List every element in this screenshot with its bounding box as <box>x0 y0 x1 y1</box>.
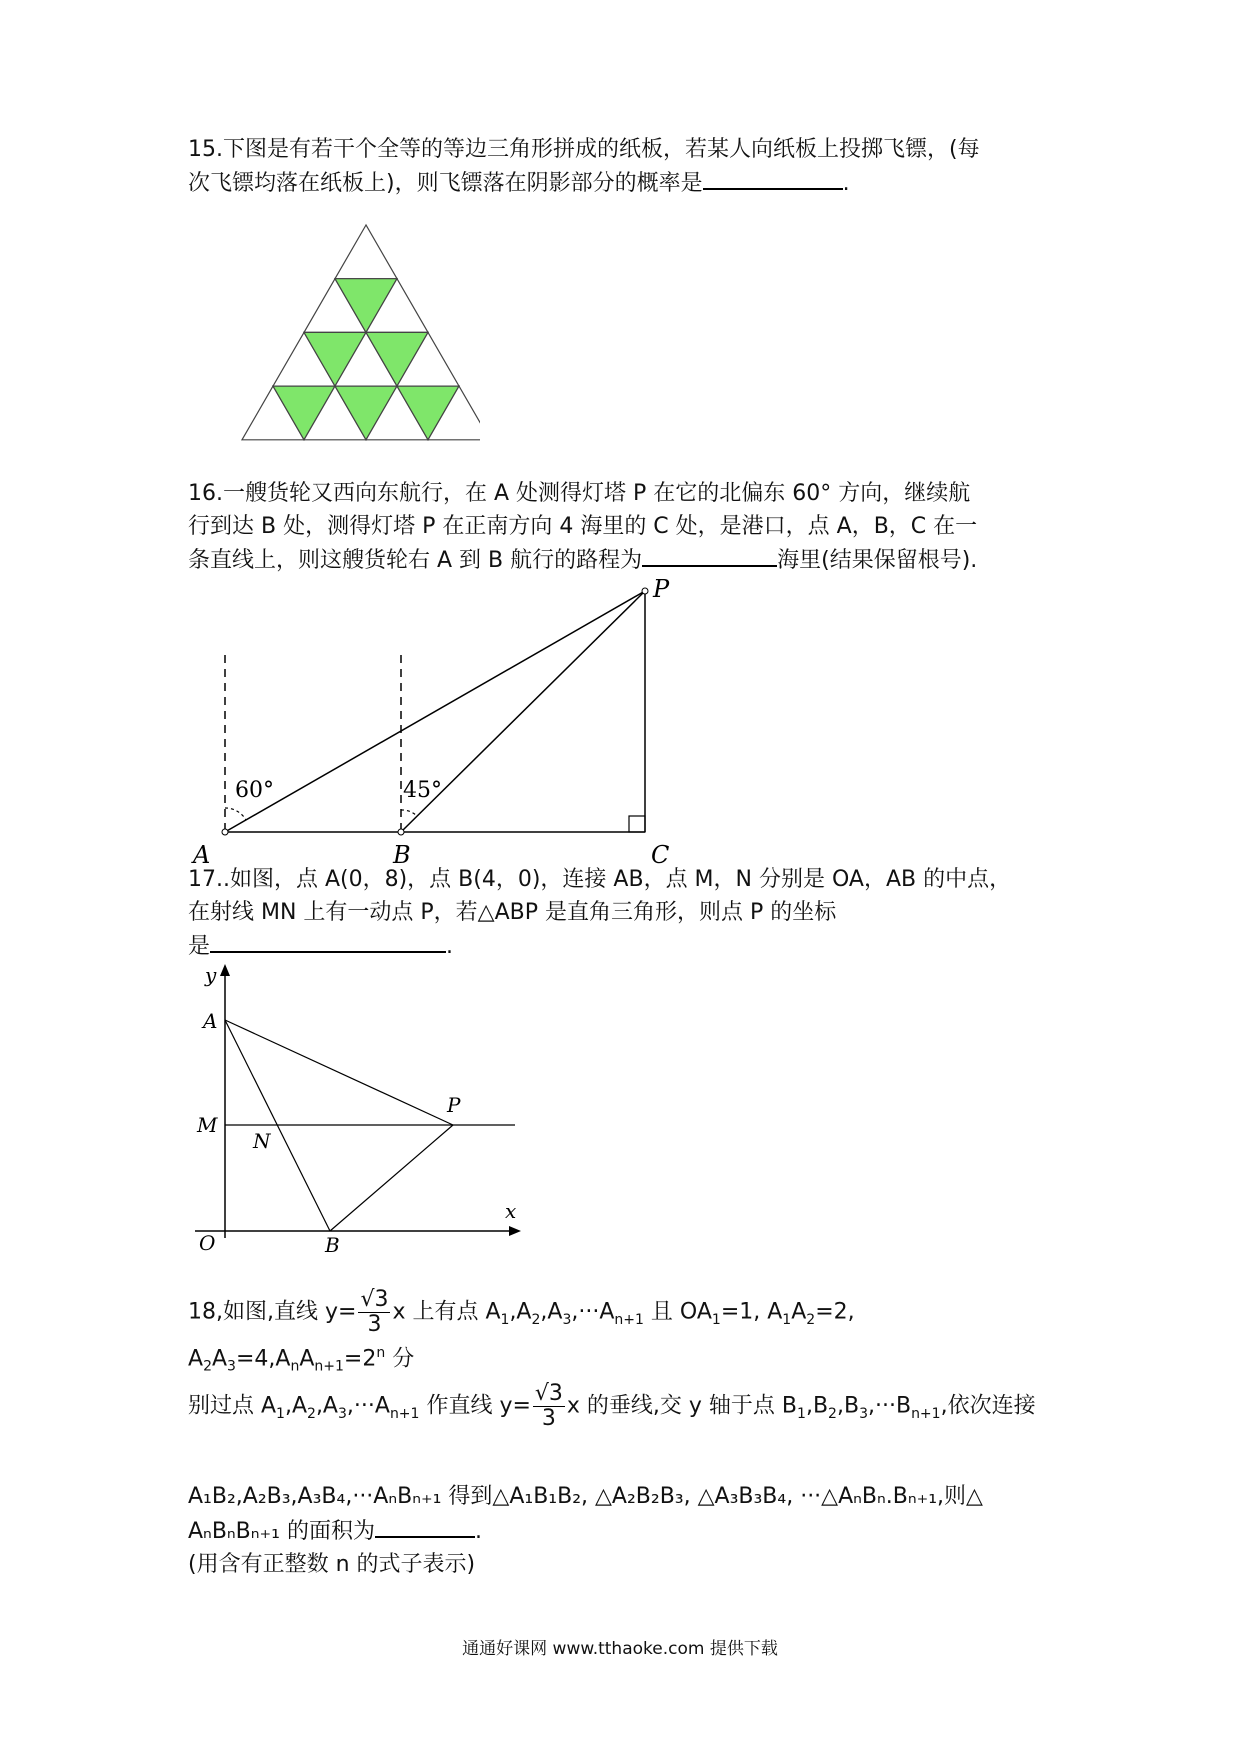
q16-label-B: B <box>393 841 411 869</box>
q18-answer-blank <box>375 1514 475 1538</box>
q16-figure <box>185 575 685 875</box>
q16-label-C: C <box>651 841 670 869</box>
q16-line3: 条直线上，则这艘货轮右 A 到 B 航行的路程为 海里(结果保留根号). <box>188 543 1058 577</box>
q17-figure <box>185 960 525 1260</box>
q16-angle-45: 45° <box>403 778 442 803</box>
q17-label-y: y <box>205 963 217 987</box>
q17-label-M: M <box>197 1113 218 1137</box>
q18-fraction-1: $\frac{√3}{3}$ <box>360 1287 389 1338</box>
q17-answer-blank <box>210 929 446 953</box>
q17-label-x: x <box>505 1199 517 1223</box>
q17-label-P: P <box>447 1093 461 1117</box>
q17-label-A: A <box>203 1009 218 1033</box>
q18-line1: 18,如图,直线 y= $\frac{√3}{3}$ x 上有点 $A_1,A_2,A_3,\cdot\cdot\cdot A_{n+1}$ 且 $OA_1=1$, $A_1A_2=2$, $A_2A_3=4,A_nA_{n+1}=2^n$ 分 <box>188 1287 855 1376</box>
q17-line3: 是 . <box>188 929 1058 963</box>
q17-line2: 在射线 MN 上有一动点 P，若△ABP 是直角三角形，则点 P 的坐标 <box>188 900 837 925</box>
q17-label-O: O <box>199 1231 216 1255</box>
q16-label-P: P <box>653 575 670 603</box>
q16-angle-60: 60° <box>235 778 274 803</box>
q15-text <box>188 133 1058 200</box>
board-triangle <box>335 225 397 279</box>
q17-label-B: B <box>325 1233 340 1257</box>
q16-label-A: A <box>193 841 211 869</box>
q17-text <box>188 863 1058 963</box>
q16-line1: 16.一艘货轮又西向东航行，在 A 处测得灯塔 P 在它的北偏东 60° 方向，继续航 <box>188 481 971 506</box>
q18-line3: A₁B₂,A₂B₃,A₃B₄,···AₙBₙ₊₁ 得到△A₁B₁B₂, △A₂B₂B₃, △A₃B₃B₄, ···△AₙBₙ.Bₙ₊₁,则△ <box>188 1484 983 1509</box>
footer: 通通好课网 www.tthaoke.com 提供下载 <box>462 1639 778 1659</box>
q15-answer-blank <box>703 166 843 190</box>
q17-line1: 17..如图，点 A(0，8)，点 B(4，0)，连接 AB，点 M，N 分别是 OA，AB 的中点， <box>188 867 1012 892</box>
q18-line2: 别过点 $A_1,A_2,A_3,\cdot\cdot\cdot A_{n+1}$ 作直线 y= $\frac{√3}{3}$ x 的垂线,交 y 轴于点 $B_1,B_2,B_3,\cdot\cdot\cdot B_{n+1}$,依次连接 <box>188 1381 1036 1432</box>
q15-line2: 次飞镖均落在纸板上)，则飞镖落在阴影部分的概率是 . <box>188 166 1058 200</box>
q16-line2: 行到达 B 处，测得灯塔 P 在正南方向 4 海里的 C 处，是港口，点 A，B，C 在一 <box>188 514 978 539</box>
q18-line4: AₙBₙBₙ₊₁ 的面积为 . <box>188 1514 1058 1548</box>
q16-text <box>188 477 1058 577</box>
q18-line5: (用含有正整数 n 的式子表示) <box>188 1552 476 1577</box>
q15-triangle-figure <box>190 220 480 470</box>
q15-line1: 15.下图是有若干个全等的等边三角形拼成的纸板，若某人向纸板上投掷飞镖，(每 <box>188 137 980 162</box>
q18-fraction-2: $\frac{√3}{3}$ <box>534 1381 563 1432</box>
q16-answer-blank <box>642 543 777 567</box>
q17-label-N: N <box>253 1129 271 1153</box>
